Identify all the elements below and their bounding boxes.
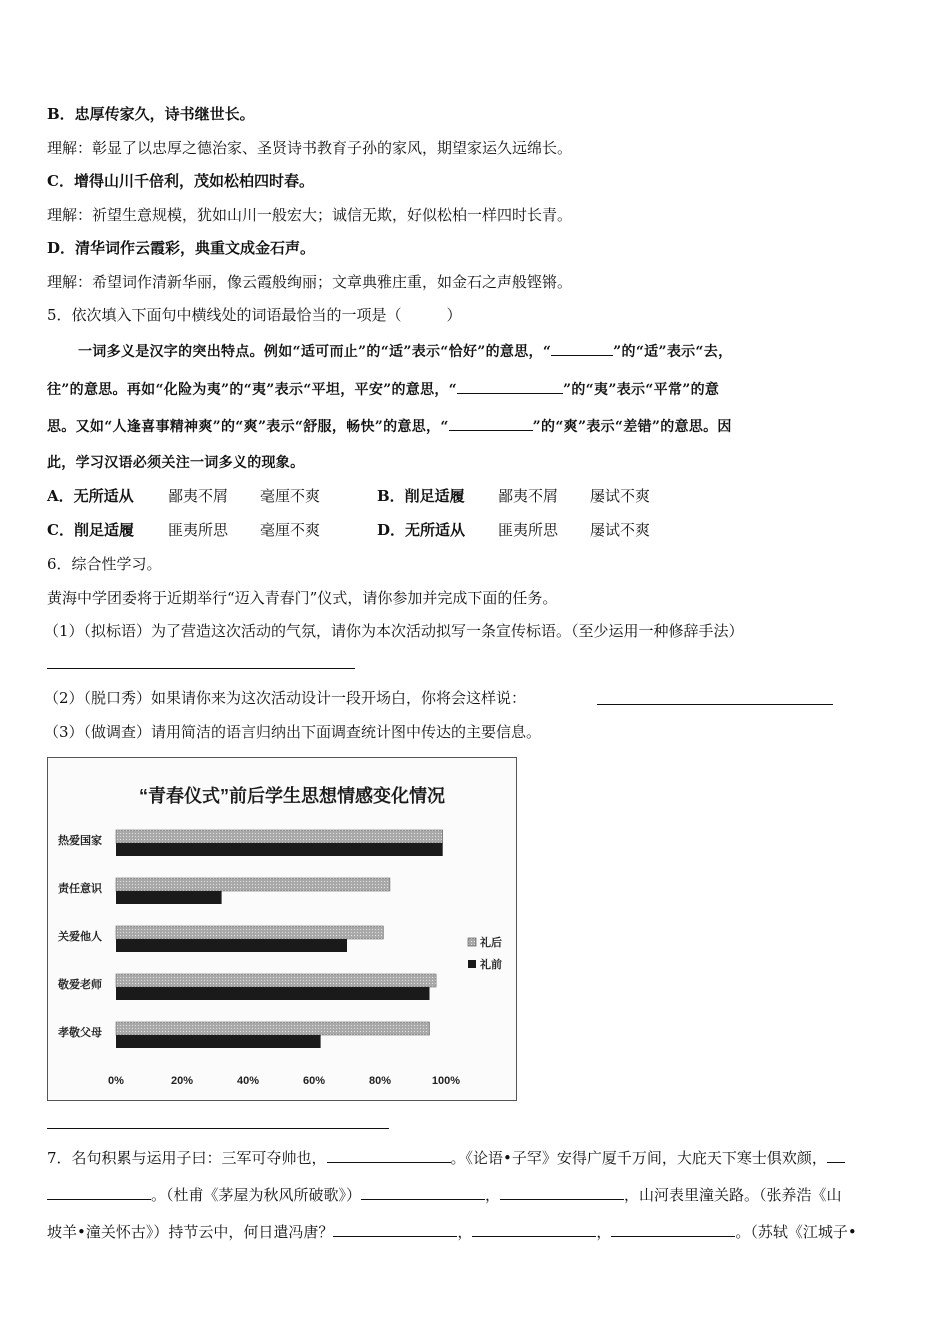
q5-option-d-word-3: 屡试不爽: [590, 521, 651, 539]
chart-title: “青春仪式”前后学生思想情感变化情况: [139, 786, 445, 806]
q5-option-b-word-3: 屡试不爽: [590, 487, 651, 505]
q5-option-d-word-2: 匪夷所思: [498, 521, 559, 539]
fill-blank[interactable]: [327, 1148, 451, 1163]
bar-after: [116, 878, 390, 891]
answer-line-task-1[interactable]: [47, 668, 355, 669]
survey-bar-chart: [47, 757, 517, 1101]
q7-text: 坡羊•潼关怀古》）持节云中，何日遣冯唐？: [47, 1223, 334, 1241]
x-tick-label: 0%: [108, 1075, 124, 1087]
question-6-stem: 6．综合性学习。: [47, 555, 162, 573]
q5-passage-text: 一词多义是汉字的突出特点。例如“适可而止”的“适”表示“恰好”的意思，“: [78, 344, 552, 360]
legend-label-after: 礼后: [480, 937, 502, 949]
option-b-line: B．忠厚传家久，诗书继世长。: [47, 105, 255, 123]
x-tick-label: 40%: [236, 1075, 260, 1087]
legend-swatch-before: [468, 960, 476, 968]
q5-option-a-word-2: 鄙夷不屑: [168, 487, 229, 505]
q7-line-2: [47, 1185, 842, 1205]
q7-text: 。（杜甫《茅屋为秋风所破歌》）: [151, 1186, 362, 1204]
fill-blank[interactable]: [333, 1222, 457, 1237]
explanation-c: 理解：祈望生意规模，犹如山川一般宏大；诚信无欺，好似松柏一样四时长青。: [47, 206, 573, 224]
bar-before: [116, 987, 430, 1000]
bar-after: [116, 830, 443, 843]
bar-before: [116, 939, 347, 952]
option-d-line: D．清华词作云霞彩，典重文成金石声。: [47, 239, 316, 257]
q5-option-c-word-2: 匪夷所思: [168, 521, 229, 539]
q5-option-d[interactable]: D．无所适从: [377, 521, 466, 539]
q7-text: 。（苏轼《江城子•: [735, 1223, 857, 1241]
q7-text: 。《论语•子罕》安得广厦千万间，大庇天下寒士俱欢颜，: [450, 1149, 827, 1167]
q5-passage-text: 思。又如“人逢喜事精神爽”的“爽”表示“舒服，畅快”的意思，“: [47, 419, 449, 435]
question-5-stem: 5．依次填入下面句中横线处的词语最恰当的一项是（ ）: [47, 306, 462, 324]
bar-after: [116, 1022, 430, 1035]
q5-option-c-word-3: 毫厘不爽: [260, 521, 321, 539]
x-tick-label: 60%: [302, 1075, 326, 1087]
category-label: 热爱国家: [58, 835, 102, 847]
q6-task-1: （1）（拟标语）为了营造这次活动的气氛，请你为本次活动拟写一条宣传标语。（至少运用一种修辞手法）: [44, 622, 744, 640]
q7-text: ，山河表里潼关路。（张养浩《山: [624, 1186, 842, 1204]
q5-passage-text: 往”的意思。再如“化险为夷”的“夷”表示“平坦，平安”的意思，“: [47, 382, 458, 398]
answer-line-task-2[interactable]: [597, 704, 833, 705]
fill-blank[interactable]: [551, 341, 613, 356]
q7-text: ，: [596, 1223, 612, 1241]
x-tick-label: 80%: [368, 1075, 392, 1087]
fill-blank[interactable]: [457, 379, 563, 394]
explanation-d: 理解：希望词作清新华丽，像云霞般绚丽；文章典雅庄重，如金石之声般铿锵。: [47, 273, 573, 291]
q6-task-2-text: （2）（脱口秀）如果请你来为这次活动设计一段开场白，你将会这样说：: [44, 689, 527, 707]
x-tick-label: 100%: [431, 1075, 461, 1087]
q7-text: ，: [457, 1223, 473, 1241]
q5-passage-text: ”的“爽”表示“差错”的意思。因: [532, 419, 732, 435]
q5-passage-line-4: 此，学习汉语必须关注一词多义的现象。: [47, 455, 305, 471]
fill-blank[interactable]: [611, 1222, 735, 1237]
fill-blank[interactable]: [472, 1222, 596, 1237]
fill-blank[interactable]: [47, 1185, 151, 1200]
fill-blank[interactable]: [361, 1185, 485, 1200]
q5-option-b[interactable]: B．削足适履: [377, 487, 465, 505]
bar-before: [116, 1035, 321, 1048]
q6-task-3: （3）（做调查）请用简洁的语言归纳出下面调查统计图中传达的主要信息。: [44, 723, 542, 741]
bar-after: [116, 926, 383, 939]
chart-svg: [48, 758, 516, 1100]
q6-intro: 黄海中学团委将于近期举行“迈入青春门”仪式，请你参加并完成下面的任务。: [47, 589, 558, 607]
q5-option-c[interactable]: C．削足适履: [47, 521, 134, 539]
legend-swatch-after: [468, 938, 476, 946]
q5-option-b-word-2: 鄙夷不屑: [498, 487, 559, 505]
explanation-b: 理解：彰显了以忠厚之德治家、圣贤诗书教育子孙的家风，期望家运久远绵长。: [47, 139, 573, 157]
fill-blank[interactable]: [827, 1148, 845, 1163]
q5-passage-line-3: [47, 416, 732, 437]
q5-option-a-word-3: 毫厘不爽: [260, 487, 321, 505]
answer-line-task-3[interactable]: [47, 1128, 389, 1129]
x-tick-label: 20%: [170, 1075, 194, 1087]
fill-blank[interactable]: [500, 1185, 624, 1200]
q5-passage-text: ”的“夷”表示“平常”的意: [563, 382, 720, 398]
category-label: 孝敬父母: [58, 1027, 102, 1039]
option-c-line: C．增得山川千倍利，茂如松柏四时春。: [47, 172, 314, 190]
q6-task-2: [44, 688, 526, 708]
bar-after: [116, 974, 436, 987]
category-label: 关爱他人: [58, 931, 102, 943]
bar-before: [116, 843, 443, 856]
q7-text: 7．名句积累与运用子曰：三军可夺帅也，: [47, 1149, 327, 1167]
q7-line-3: [47, 1222, 857, 1242]
q5-option-a[interactable]: A．无所适从: [47, 487, 134, 505]
q5-passage-line-2: [47, 379, 719, 400]
q5-passage-line-1: [78, 341, 732, 362]
fill-blank[interactable]: [449, 416, 533, 431]
q7-line-1: [47, 1148, 845, 1168]
category-label: 责任意识: [58, 883, 102, 895]
q5-passage-text: ”的“适”表示“去，: [613, 344, 733, 360]
bar-before: [116, 891, 222, 904]
legend-label-before: 礼前: [480, 959, 502, 971]
q7-text: ，: [485, 1186, 501, 1204]
category-label: 敬爱老师: [58, 979, 102, 991]
